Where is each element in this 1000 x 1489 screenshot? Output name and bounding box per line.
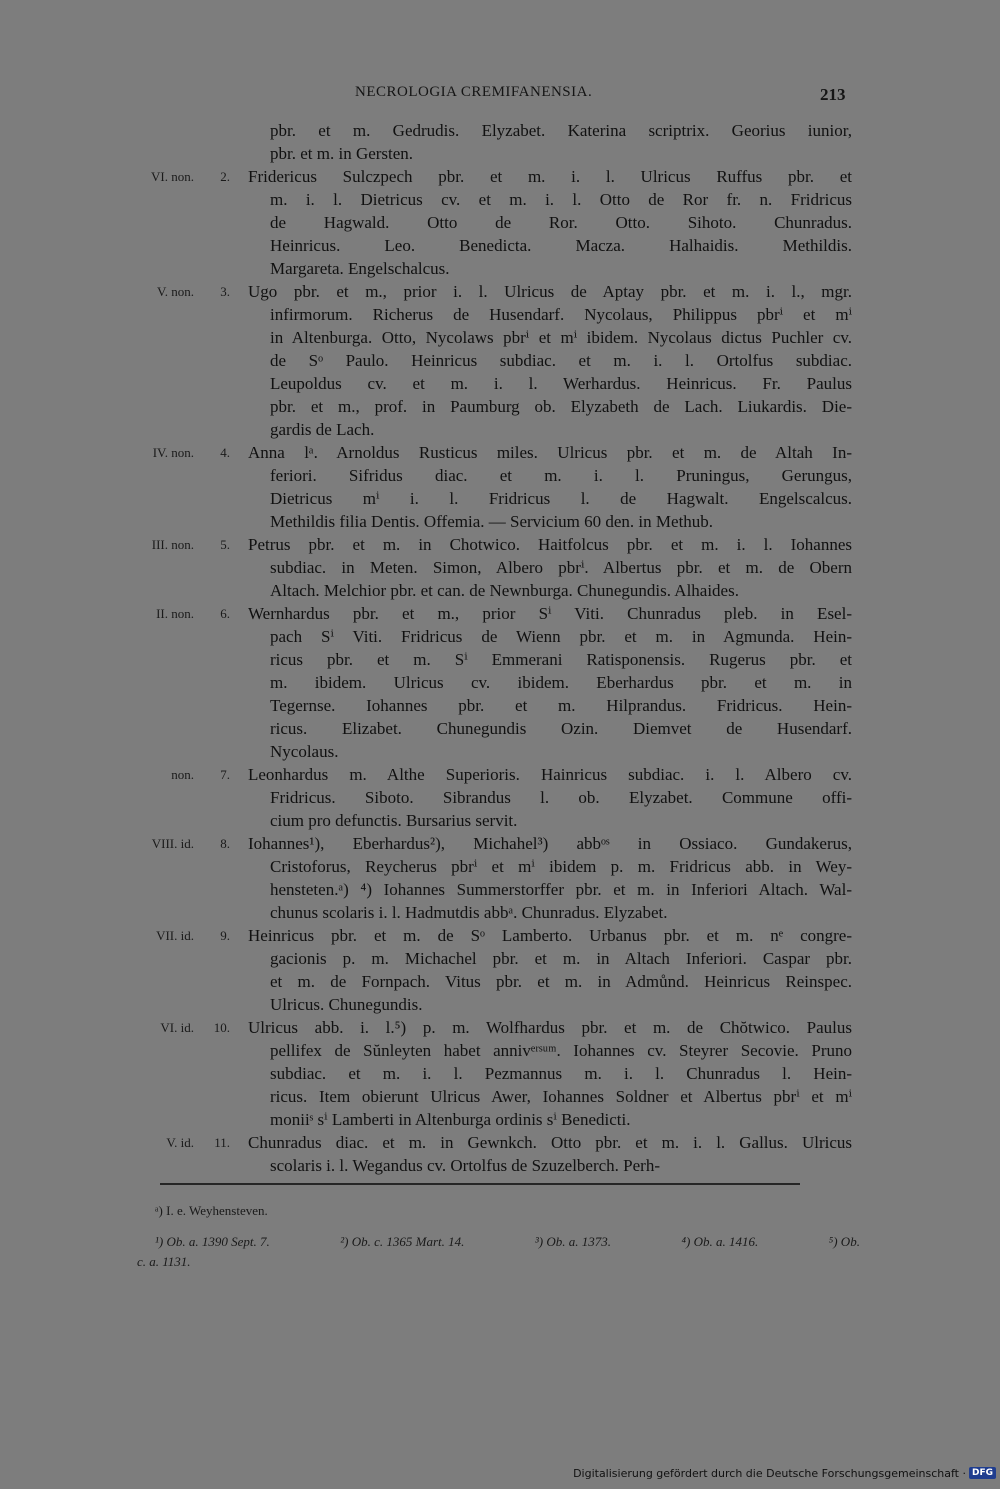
page-header: [0, 84, 1000, 108]
entry-date: III. non.: [151, 537, 194, 552]
entry-line: Leonhardus m. Althe Superioris. Hainricus subdiac. i. l. Albero cv.: [248, 765, 852, 784]
entry-day-number: 8.: [220, 836, 230, 851]
entry-day-number: 2.: [220, 169, 230, 184]
entry-line: Petrus pbr. et m. in Chotwico. Haitfolcus pbr. et m. i. l. Iohannes: [248, 535, 852, 554]
entry-day-number: 11.: [214, 1135, 230, 1150]
entry-line: scolaris i. l. Wegandus cv. Ortolfus de Szuzelberch. Perh-: [270, 1156, 660, 1175]
entry-text: [248, 832, 852, 924]
necrology-entry: [0, 602, 1000, 763]
entry-line: Tegernse. Iohannes pbr. et m. Hilprandus. Fridricus. Hein-: [270, 696, 852, 715]
entry-text: [248, 763, 852, 832]
necrology-entry: [0, 280, 1000, 441]
entry-text: [248, 165, 852, 280]
entry-text: [248, 602, 852, 763]
entry-day-number: 10.: [213, 1020, 230, 1035]
running-title: NECROLOGIA CREMIFANENSIA.: [355, 84, 593, 100]
entry-line: infirmorum. Richerus de Husendarf. Nycolaus, Philippus pbrⁱ et mⁱ: [270, 305, 852, 324]
entry-line: Anna lᵃ. Arnoldus Rusticus miles. Ulricus pbr. et m. de Altah In-: [248, 443, 852, 462]
entry-line: Ugo pbr. et m., prior i. l. Ulricus de Aptay pbr. et m. i. l., mgr.: [248, 282, 852, 301]
entry-day-number: 9.: [220, 928, 230, 943]
entry-date: IV. non.: [152, 445, 194, 460]
footnote-numbered: ³) Ob. a. 1373.: [534, 1234, 611, 1249]
necrology-entry: [0, 1131, 1000, 1177]
entry-line: m. i. l. Dietricus cv. et m. i. l. Otto de Ror fr. n. Fridricus: [270, 190, 852, 209]
entry-line: pbr. et m., prof. in Paumburg ob. Elyzabeth de Lach. Liukardis. Die-: [270, 397, 852, 416]
entry-line: ricus. Item obierunt Ulricus Awer, Iohannes Soldner et Albertus pbrⁱ et mⁱ: [270, 1087, 852, 1106]
entry-line: pach Sⁱ Viti. Fridricus de Wienn pbr. et m. in Agmunda. Hein-: [270, 627, 852, 646]
necrology-entries: [0, 119, 1000, 1177]
entry-line: gacionis p. m. Michachel pbr. et m. in Altach Inferiori. Caspar pbr.: [270, 949, 852, 968]
entry-line: Chunradus diac. et m. in Gewnkch. Otto pbr. et m. i. l. Gallus. Ulricus: [248, 1133, 852, 1152]
necrology-entry: [0, 763, 1000, 832]
entry-date: VII. id.: [156, 928, 194, 943]
entry-date: V. non.: [157, 284, 194, 299]
entry-line: gardis de Lach.: [270, 420, 375, 439]
entry-text: [248, 1131, 852, 1177]
entry-line: ricus pbr. et m. Sⁱ Emmerani Ratisponensis. Rugerus pbr. et: [270, 650, 852, 669]
entry-text: [248, 441, 852, 533]
entry-line: Altach. Melchior pbr. et can. de Newnburga. Chunegundis. Alhaides.: [270, 581, 739, 600]
entry-day-number: 3.: [220, 284, 230, 299]
entry-line: Fridricus. Siboto. Sibrandus l. ob. Elyzabet. Commune offi-: [270, 788, 852, 807]
dfg-logo: DFG: [969, 1467, 996, 1479]
entry-line: de Sᵒ Paulo. Heinricus subdiac. et m. i. l. Ortolfus subdiac.: [270, 351, 852, 370]
entry-line: pellifex de Sŭnleyten habet annivᵉʳˢᵘᵐ. Iohannes cv. Steyrer Secovie. Pruno: [270, 1041, 852, 1060]
entry-line: Ulricus abb. i. l.⁵) p. m. Wolfhardus pbr. et m. de Chŏtwico. Paulus: [248, 1018, 852, 1037]
necrology-entry: [0, 165, 1000, 280]
entry-text: [248, 119, 852, 165]
entry-line: Dietricus mⁱ i. l. Fridricus l. de Hagwalt. Engelscalcus.: [270, 489, 852, 508]
entry-day-number: 4.: [220, 445, 230, 460]
entry-line: subdiac. in Meten. Simon, Albero pbrⁱ. Albertus pbr. et m. de Obern: [270, 558, 852, 577]
entry-line: Heinricus pbr. et m. de Sᵒ Lamberto. Urbanus pbr. et m. nᵉ congre-: [248, 926, 852, 945]
entry-line: Iohannes¹), Eberhardus²), Michahel³) abbᵒˢ in Ossiaco. Gundakerus,: [248, 834, 852, 853]
entry-line: ricus. Elizabet. Chunegundis Ozin. Diemvet de Husendarf.: [270, 719, 852, 738]
funding-text: Digitalisierung gefördert durch die Deutsche Forschungsgemeinschaft ·: [573, 1466, 966, 1480]
entry-line: Wernhardus pbr. et m., prior Sⁱ Viti. Chunradus pleb. in Esel-: [248, 604, 852, 623]
entry-day-number: 7.: [220, 767, 230, 782]
footnote-row: [140, 1232, 860, 1252]
entry-text: [248, 533, 852, 602]
entry-date: non.: [171, 767, 194, 782]
footnote-divider: [160, 1183, 800, 1185]
necrology-entry: [0, 1016, 1000, 1131]
entry-line: Margareta. Engelschalcus.: [270, 259, 450, 278]
entry-text: [248, 1016, 852, 1131]
necrology-entry: [0, 533, 1000, 602]
entry-text: [248, 280, 852, 441]
entry-date: VIII. id.: [151, 836, 194, 851]
footnotes: [137, 1200, 860, 1272]
necrology-entry: [0, 924, 1000, 1016]
entry-date: II. non.: [156, 606, 194, 621]
footnote-continuation: c. a. 1131.: [137, 1254, 191, 1269]
entry-line: subdiac. et m. i. l. Pezmannus m. i. l. Chunradus l. Hein-: [270, 1064, 852, 1083]
entry-date: VI. id.: [160, 1020, 194, 1035]
entry-line: m. ibidem. Ulricus cv. ibidem. Eberhardus pbr. et m. in: [270, 673, 852, 692]
entry-line: Nycolaus.: [270, 742, 339, 761]
entry-line: Ulricus. Chunegundis.: [270, 995, 423, 1014]
footnote-numbered: ⁴) Ob. a. 1416.: [681, 1234, 759, 1249]
funding-footer: [573, 1465, 996, 1481]
entry-line: moniiˢ sⁱ Lamberti in Altenburga ordinis sⁱ Benedicti.: [270, 1110, 631, 1129]
entry-line: pbr. et m. in Gersten.: [270, 144, 414, 163]
entry-line: hensteten.ᵃ) ⁴) Iohannes Summerstorffer pbr. et m. in Inferiori Altach. Wal-: [270, 880, 852, 899]
necrology-entry: [0, 119, 1000, 165]
entry-line: Leupoldus cv. et m. i. l. Werhardus. Heinricus. Fr. Paulus: [270, 374, 852, 393]
footnote-numbered: ⁵) Ob.: [828, 1234, 860, 1249]
entry-date: VI. non.: [151, 169, 194, 184]
footnote-a: ᵃ) I. e. Weyhensteven.: [155, 1203, 268, 1218]
necrology-entry: [0, 832, 1000, 924]
entry-line: Cristoforus, Reycherus pbrⁱ et mⁱ ibidem p. m. Fridricus abb. in Wey-: [270, 857, 852, 876]
entry-day-number: 5.: [220, 537, 230, 552]
entry-day-number: 6.: [220, 606, 230, 621]
entry-date: V. id.: [166, 1135, 194, 1150]
entry-line: Methildis filia Dentis. Offemia. — Servicium 60 den. in Methub.: [270, 512, 714, 531]
page-number: 213: [820, 85, 846, 104]
entry-line: et m. de Fornpach. Vitus pbr. et m. in Admůnd. Heinricus Reinspec.: [270, 972, 852, 991]
footnote-numbered: ¹) Ob. a. 1390 Sept. 7.: [155, 1234, 270, 1249]
entry-line: Heinricus. Leo. Benedicta. Macza. Halhaidis. Methildis.: [270, 236, 852, 255]
entry-line: in Altenburga. Otto, Nycolaws pbrⁱ et mⁱ ibidem. Nycolaus dictus Puchler cv.: [270, 328, 852, 347]
footnote-numbered: ²) Ob. c. 1365 Mart. 14.: [340, 1234, 465, 1249]
entry-text: [248, 924, 852, 1016]
entry-line: feriori. Sifridus diac. et m. i. l. Pruningus, Gerungus,: [270, 466, 852, 485]
entry-line: de Hagwald. Otto de Ror. Otto. Sihoto. Chunradus.: [270, 213, 852, 232]
necrology-entry: [0, 441, 1000, 533]
entry-line: chunus scolaris i. l. Hadmutdis abbᵃ. Chunradus. Elyzabet.: [270, 903, 668, 922]
entry-line: pbr. et m. Gedrudis. Elyzabet. Katerina scriptrix. Georius iunior,: [270, 121, 852, 140]
entry-line: Fridericus Sulczpech pbr. et m. i. l. Ulricus Ruffus pbr. et: [248, 167, 852, 186]
entry-line: cium pro defunctis. Bursarius servit.: [270, 811, 518, 830]
